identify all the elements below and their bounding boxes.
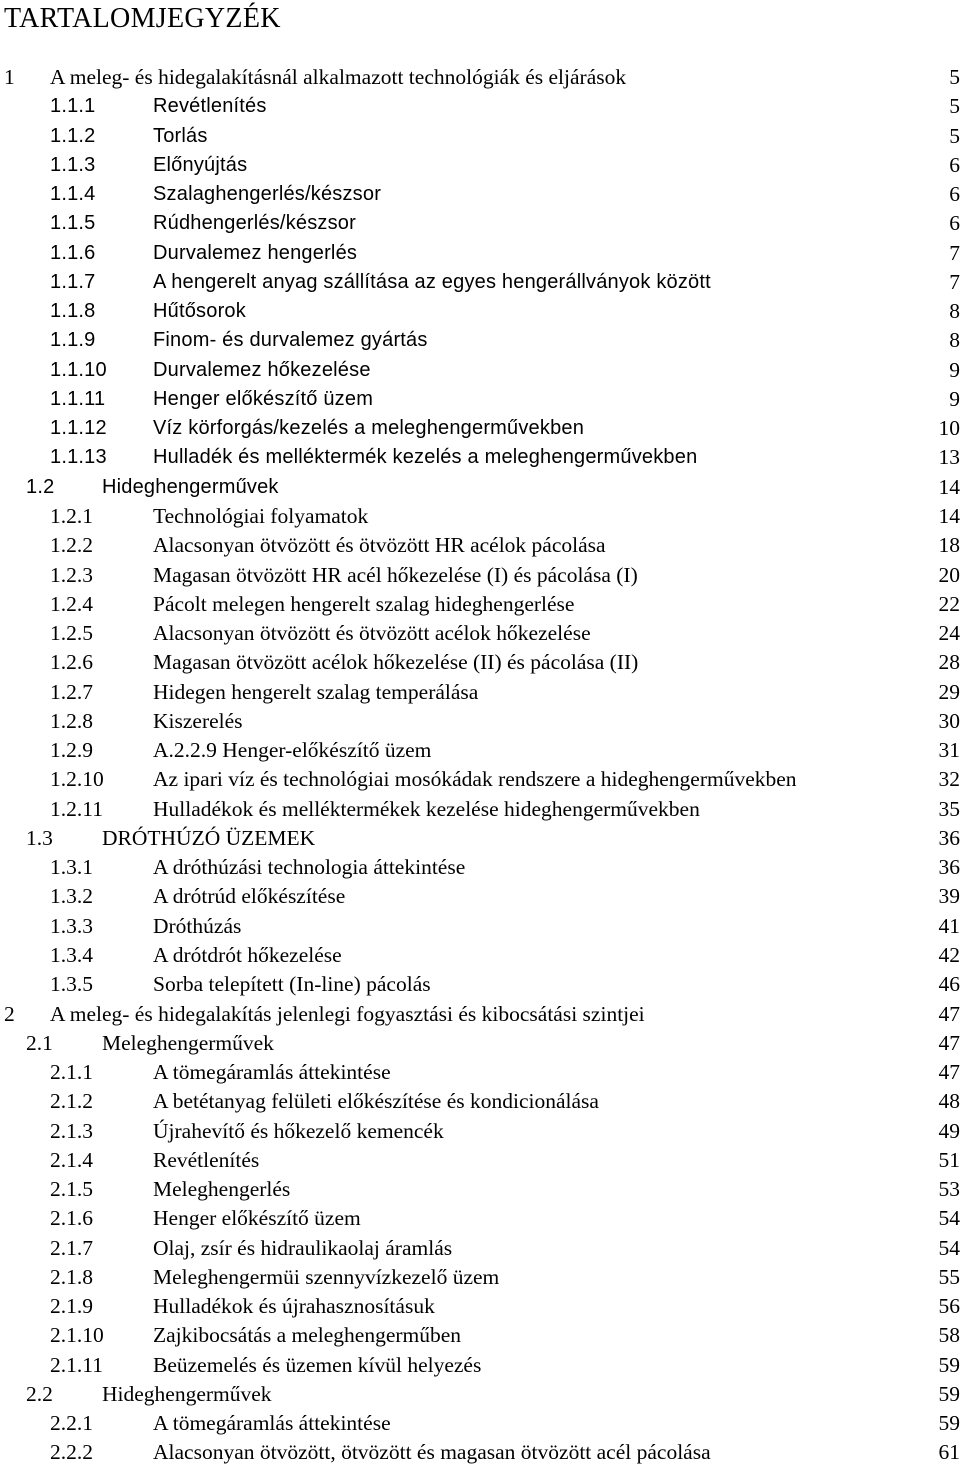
toc-entry-page: 14	[938, 503, 960, 528]
toc-entry	[0, 1321, 960, 1350]
toc-entry-number: 1.1.9	[50, 329, 96, 352]
toc-entry-page: 5	[949, 65, 960, 89]
toc-entry	[0, 92, 960, 121]
toc-entry-title: A drótdrót hőkezelése	[153, 942, 342, 967]
toc-entry	[0, 151, 960, 180]
toc-entry	[0, 1146, 960, 1175]
toc-entry	[0, 268, 960, 297]
toc-entry-number: 1.2.11	[50, 796, 103, 821]
toc-entry-title: Meleghengerlés	[153, 1177, 291, 1202]
toc-entry-page: 35	[938, 796, 960, 821]
toc-entry	[0, 590, 960, 619]
toc-entry-title: Alacsonyan ötvözött, ötvözött és magasan ötvözött acél pácolása	[153, 1440, 711, 1465]
toc-entry-title: Magasan ötvözött HR acél hőkezelése (I) és pácolása (I)	[153, 562, 638, 587]
toc-entry-number: 1.1.2	[50, 124, 96, 147]
toc-entry	[0, 736, 960, 765]
toc-entry-number: 1.3.2	[50, 884, 93, 909]
toc-entry-page: 31	[938, 738, 960, 763]
toc-entry	[0, 209, 960, 238]
toc-entry-page: 28	[938, 650, 960, 675]
toc-entry-title: A.2.2.9 Henger-előkészítő üzem	[153, 738, 432, 763]
toc-entry-title: Szalaghengerlés/készsor	[153, 183, 382, 206]
toc-entry-page: 59	[938, 1352, 960, 1377]
toc-entry-title: Sorba telepített (In-line) pácolás	[153, 972, 431, 997]
toc-entry-title: Magasan ötvözött acélok hőkezelése (II) és pácolása (II)	[153, 650, 639, 675]
toc-entry-title: A dróthúzási technologia áttekintése	[153, 855, 466, 880]
toc-entry	[0, 180, 960, 209]
toc-entry-title: Hulladékok és melléktermékek kezelése hideghengerművekben	[153, 796, 700, 821]
toc-entry-title: A hengerelt anyag szállítása az egyes hengerállványok között	[153, 270, 711, 293]
toc-entry-title: Hulladékok és újrahasznosításuk	[153, 1294, 435, 1319]
toc-entry-number: 1.3.1	[50, 855, 93, 880]
toc-entry	[0, 1438, 960, 1467]
toc-entry	[0, 63, 960, 92]
toc-entry-number: 1.1.3	[50, 153, 96, 176]
toc-entry	[0, 619, 960, 648]
toc-entry-page: 41	[938, 913, 960, 938]
toc-entry-title: Meleghengermüi szennyvízkezelő üzem	[153, 1264, 500, 1289]
toc-entry-title: Revétlenítés	[153, 95, 267, 118]
toc-entry-title: Alacsonyan ötvözött és ötvözött HR acélok pácolása	[153, 533, 606, 558]
toc-entry-number: 1.2.10	[50, 767, 104, 792]
toc-entry	[0, 1029, 960, 1058]
toc-entry	[0, 678, 960, 707]
toc-title: TARTALOMJEGYZÉK	[4, 3, 281, 34]
toc-entry	[0, 912, 960, 941]
toc-entry-number: 2	[4, 1001, 15, 1026]
toc-entry-number: 2.1.8	[50, 1264, 93, 1289]
toc-entry	[0, 1351, 960, 1380]
toc-entry-number: 2.1.10	[50, 1323, 104, 1348]
toc-entry-number: 1.2.6	[50, 650, 93, 675]
toc-entry-number: 2.1.1	[50, 1060, 93, 1085]
toc-entry-title: Torlás	[153, 124, 208, 147]
toc-entry-title: Henger előkészítő üzem	[153, 387, 374, 410]
toc-entry	[0, 1204, 960, 1233]
toc-entry-page: 39	[938, 884, 960, 909]
toc-entry-title: Dróthúzás	[153, 913, 242, 938]
toc-entry-page: 7	[949, 269, 960, 294]
toc-entry-page: 54	[938, 1206, 960, 1231]
toc-entry-title: Beüzemelés és üzemen kívül helyezés	[153, 1352, 482, 1377]
toc-entry-number: 1.2.1	[50, 503, 93, 528]
toc-entry-number: 1.2	[26, 475, 55, 498]
toc-entry-number: 2.2.2	[50, 1440, 93, 1465]
toc-entry-page: 32	[938, 767, 960, 792]
toc-entry-number: 1.1.7	[50, 270, 96, 293]
toc-entry-page: 22	[938, 591, 960, 616]
toc-entry	[0, 765, 960, 794]
toc-entry-number: 1.2.4	[50, 591, 93, 616]
toc-entry-page: 42	[938, 942, 960, 967]
toc-entry-title: Újrahevítő és hőkezelő kemencék	[153, 1118, 444, 1143]
toc-entry	[0, 239, 960, 268]
toc-entry-page: 9	[949, 386, 960, 411]
toc-entry-page: 59	[938, 1411, 960, 1436]
toc-entry-page: 10	[938, 416, 960, 441]
toc-entry-title: Pácolt melegen hengerelt szalag hideghengerlése	[153, 591, 575, 616]
toc-entry-title: A betétanyag felületi előkészítése és kondicionálása	[153, 1089, 599, 1114]
toc-entry-number: 1.1.1	[50, 95, 96, 118]
toc-entry-page: 24	[938, 621, 960, 646]
toc-entry-page: 58	[938, 1323, 960, 1348]
toc-entry-title: Kiszerelés	[153, 708, 243, 733]
toc-entry	[0, 853, 960, 882]
toc-entry	[0, 1292, 960, 1321]
toc-entry	[0, 473, 960, 502]
toc-entry	[0, 970, 960, 999]
toc-entry-title: Meleghengerművek	[102, 1030, 274, 1055]
toc-entry-title: Henger előkészítő üzem	[153, 1206, 361, 1231]
toc-entry	[0, 297, 960, 326]
toc-entry	[0, 941, 960, 970]
toc-entry-page: 48	[938, 1089, 960, 1114]
toc-entry-number: 1.1.5	[50, 212, 96, 235]
toc-entry	[0, 824, 960, 853]
toc-entry-number: 1.1.12	[50, 417, 107, 440]
toc-entry-title: Durvalemez hőkezelése	[153, 358, 371, 381]
toc-entry-number: 1.2.8	[50, 708, 93, 733]
toc-entry	[0, 1000, 960, 1029]
toc-entry-number: 2.1.4	[50, 1147, 93, 1172]
toc-list	[0, 63, 960, 1468]
toc-entry-page: 36	[938, 825, 960, 850]
toc-entry-number: 1.2.9	[50, 738, 93, 763]
toc-entry-number: 2.1.7	[50, 1235, 93, 1260]
toc-entry	[0, 795, 960, 824]
toc-entry	[0, 385, 960, 414]
toc-entry	[0, 1087, 960, 1116]
toc-entry-number: 1	[4, 65, 15, 89]
toc-entry-number: 1.2.7	[50, 679, 93, 704]
toc-entry-page: 56	[938, 1294, 960, 1319]
toc-entry-title: Hideghengerművek	[102, 1381, 272, 1406]
toc-entry-title: A tömegáramlás áttekintése	[153, 1060, 391, 1085]
toc-entry-page: 5	[949, 94, 960, 119]
toc-entry-page: 20	[938, 562, 960, 587]
toc-entry	[0, 1380, 960, 1409]
toc-entry-page: 55	[938, 1264, 960, 1289]
toc-entry	[0, 1263, 960, 1292]
toc-entry-number: 2.1.9	[50, 1294, 93, 1319]
toc-entry-page: 18	[938, 533, 960, 558]
toc-entry	[0, 531, 960, 560]
toc-entry-page: 53	[938, 1177, 960, 1202]
toc-entry-number: 2.1	[26, 1030, 53, 1055]
toc-entry	[0, 1409, 960, 1438]
toc-entry-title: Előnyújtás	[153, 153, 248, 176]
toc-entry	[0, 882, 960, 911]
toc-entry-page: 49	[938, 1118, 960, 1143]
toc-entry-title: Hűtősorok	[153, 300, 246, 323]
toc-entry-title: Revétlenítés	[153, 1147, 260, 1172]
toc-entry-page: 61	[938, 1440, 960, 1465]
toc-entry-page: 36	[938, 855, 960, 880]
toc-entry-number: 2.1.5	[50, 1177, 93, 1202]
toc-entry-page: 14	[938, 474, 960, 499]
toc-entry-title: Hideghengerművek	[102, 475, 279, 498]
toc-entry-page: 7	[949, 240, 960, 265]
toc-entry	[0, 561, 960, 590]
toc-entry-page: 6	[949, 182, 960, 207]
toc-entry	[0, 502, 960, 531]
toc-entry-page: 51	[938, 1147, 960, 1172]
toc-entry-title: Technológiai folyamatok	[153, 503, 369, 528]
toc-entry-title: Hulladék és melléktermék kezelés a meleghengerművekben	[153, 446, 698, 469]
toc-entry-number: 1.3	[26, 825, 53, 850]
toc-entry-title: A meleg- és hidegalakításnál alkalmazott technológiák és eljárások	[50, 65, 627, 89]
toc-entry-page: 46	[938, 972, 960, 997]
toc-entry	[0, 326, 960, 355]
toc-entry-page: 8	[949, 328, 960, 353]
toc-entry-number: 1.3.3	[50, 913, 93, 938]
toc-entry-title: Zajkibocsátás a meleghengerműben	[153, 1323, 462, 1348]
toc-entry-number: 1.1.6	[50, 241, 96, 264]
toc-entry	[0, 443, 960, 472]
toc-entry-number: 1.2.3	[50, 562, 93, 587]
toc-entry-number: 2.1.6	[50, 1206, 93, 1231]
toc-entry-page: 9	[949, 357, 960, 382]
toc-entry-title: Alacsonyan ötvözött és ötvözött acélok hőkezelése	[153, 621, 591, 646]
toc-entry-number: 1.1.13	[50, 446, 107, 469]
toc-entry	[0, 1175, 960, 1204]
toc-entry-number: 1.1.4	[50, 183, 96, 206]
toc-entry-page: 54	[938, 1235, 960, 1260]
toc-entry	[0, 1058, 960, 1087]
toc-entry	[0, 648, 960, 677]
toc-entry-page: 5	[949, 123, 960, 148]
toc-entry-page: 30	[938, 708, 960, 733]
toc-entry-title: Hidegen hengerelt szalag temperálása	[153, 679, 479, 704]
toc-entry-title: Olaj, zsír és hidraulikaolaj áramlás	[153, 1235, 453, 1260]
toc-entry-page: 6	[949, 152, 960, 177]
toc-entry-number: 2.2	[26, 1381, 53, 1406]
toc-entry-number: 1.1.8	[50, 300, 96, 323]
toc-entry	[0, 707, 960, 736]
toc-entry-number: 2.2.1	[50, 1411, 93, 1436]
toc-entry-number: 1.1.10	[50, 358, 107, 381]
toc-entry-number: 1.3.4	[50, 942, 93, 967]
toc-entry-title: DRÓTHÚZÓ ÜZEMEK	[102, 825, 316, 850]
toc-entry	[0, 1117, 960, 1146]
toc-entry-title: Az ipari víz és technológiai mosókádak rendszere a hideghengerművekben	[153, 767, 797, 792]
toc-entry-number: 1.3.5	[50, 972, 93, 997]
toc-entry-number: 2.1.11	[50, 1352, 103, 1377]
toc-entry-title: Durvalemez hengerlés	[153, 241, 358, 264]
toc-entry-page: 29	[938, 679, 960, 704]
toc-entry-number: 1.2.2	[50, 533, 93, 558]
toc-entry-title: A meleg- és hidegalakítás jelenlegi fogyasztási és kibocsátási szintjei	[50, 1001, 645, 1026]
toc-entry-title: Rúdhengerlés/készsor	[153, 212, 356, 235]
toc-entry-number: 1.2.5	[50, 621, 93, 646]
toc-entry-page: 8	[949, 299, 960, 324]
toc-entry-page: 6	[949, 211, 960, 236]
toc-entry-number: 2.1.2	[50, 1089, 93, 1114]
toc-entry-title: A drótrúd előkészítése	[153, 884, 346, 909]
toc-entry-title: Víz körforgás/kezelés a meleghengerművekben	[153, 417, 585, 440]
toc-entry-title: Finom- és durvalemez gyártás	[153, 329, 428, 352]
toc-entry-number: 2.1.3	[50, 1118, 93, 1143]
toc-entry	[0, 122, 960, 151]
toc-entry	[0, 356, 960, 385]
toc-entry-number: 1.1.11	[50, 387, 106, 410]
toc-entry-page: 59	[938, 1381, 960, 1406]
toc-entry-page: 13	[938, 445, 960, 470]
toc-entry-page: 47	[938, 1001, 960, 1026]
toc-entry-page: 47	[938, 1030, 960, 1055]
toc-entry-page: 47	[938, 1060, 960, 1085]
toc-entry	[0, 414, 960, 443]
toc-entry-title: A tömegáramlás áttekintése	[153, 1411, 391, 1436]
toc-entry	[0, 1234, 960, 1263]
